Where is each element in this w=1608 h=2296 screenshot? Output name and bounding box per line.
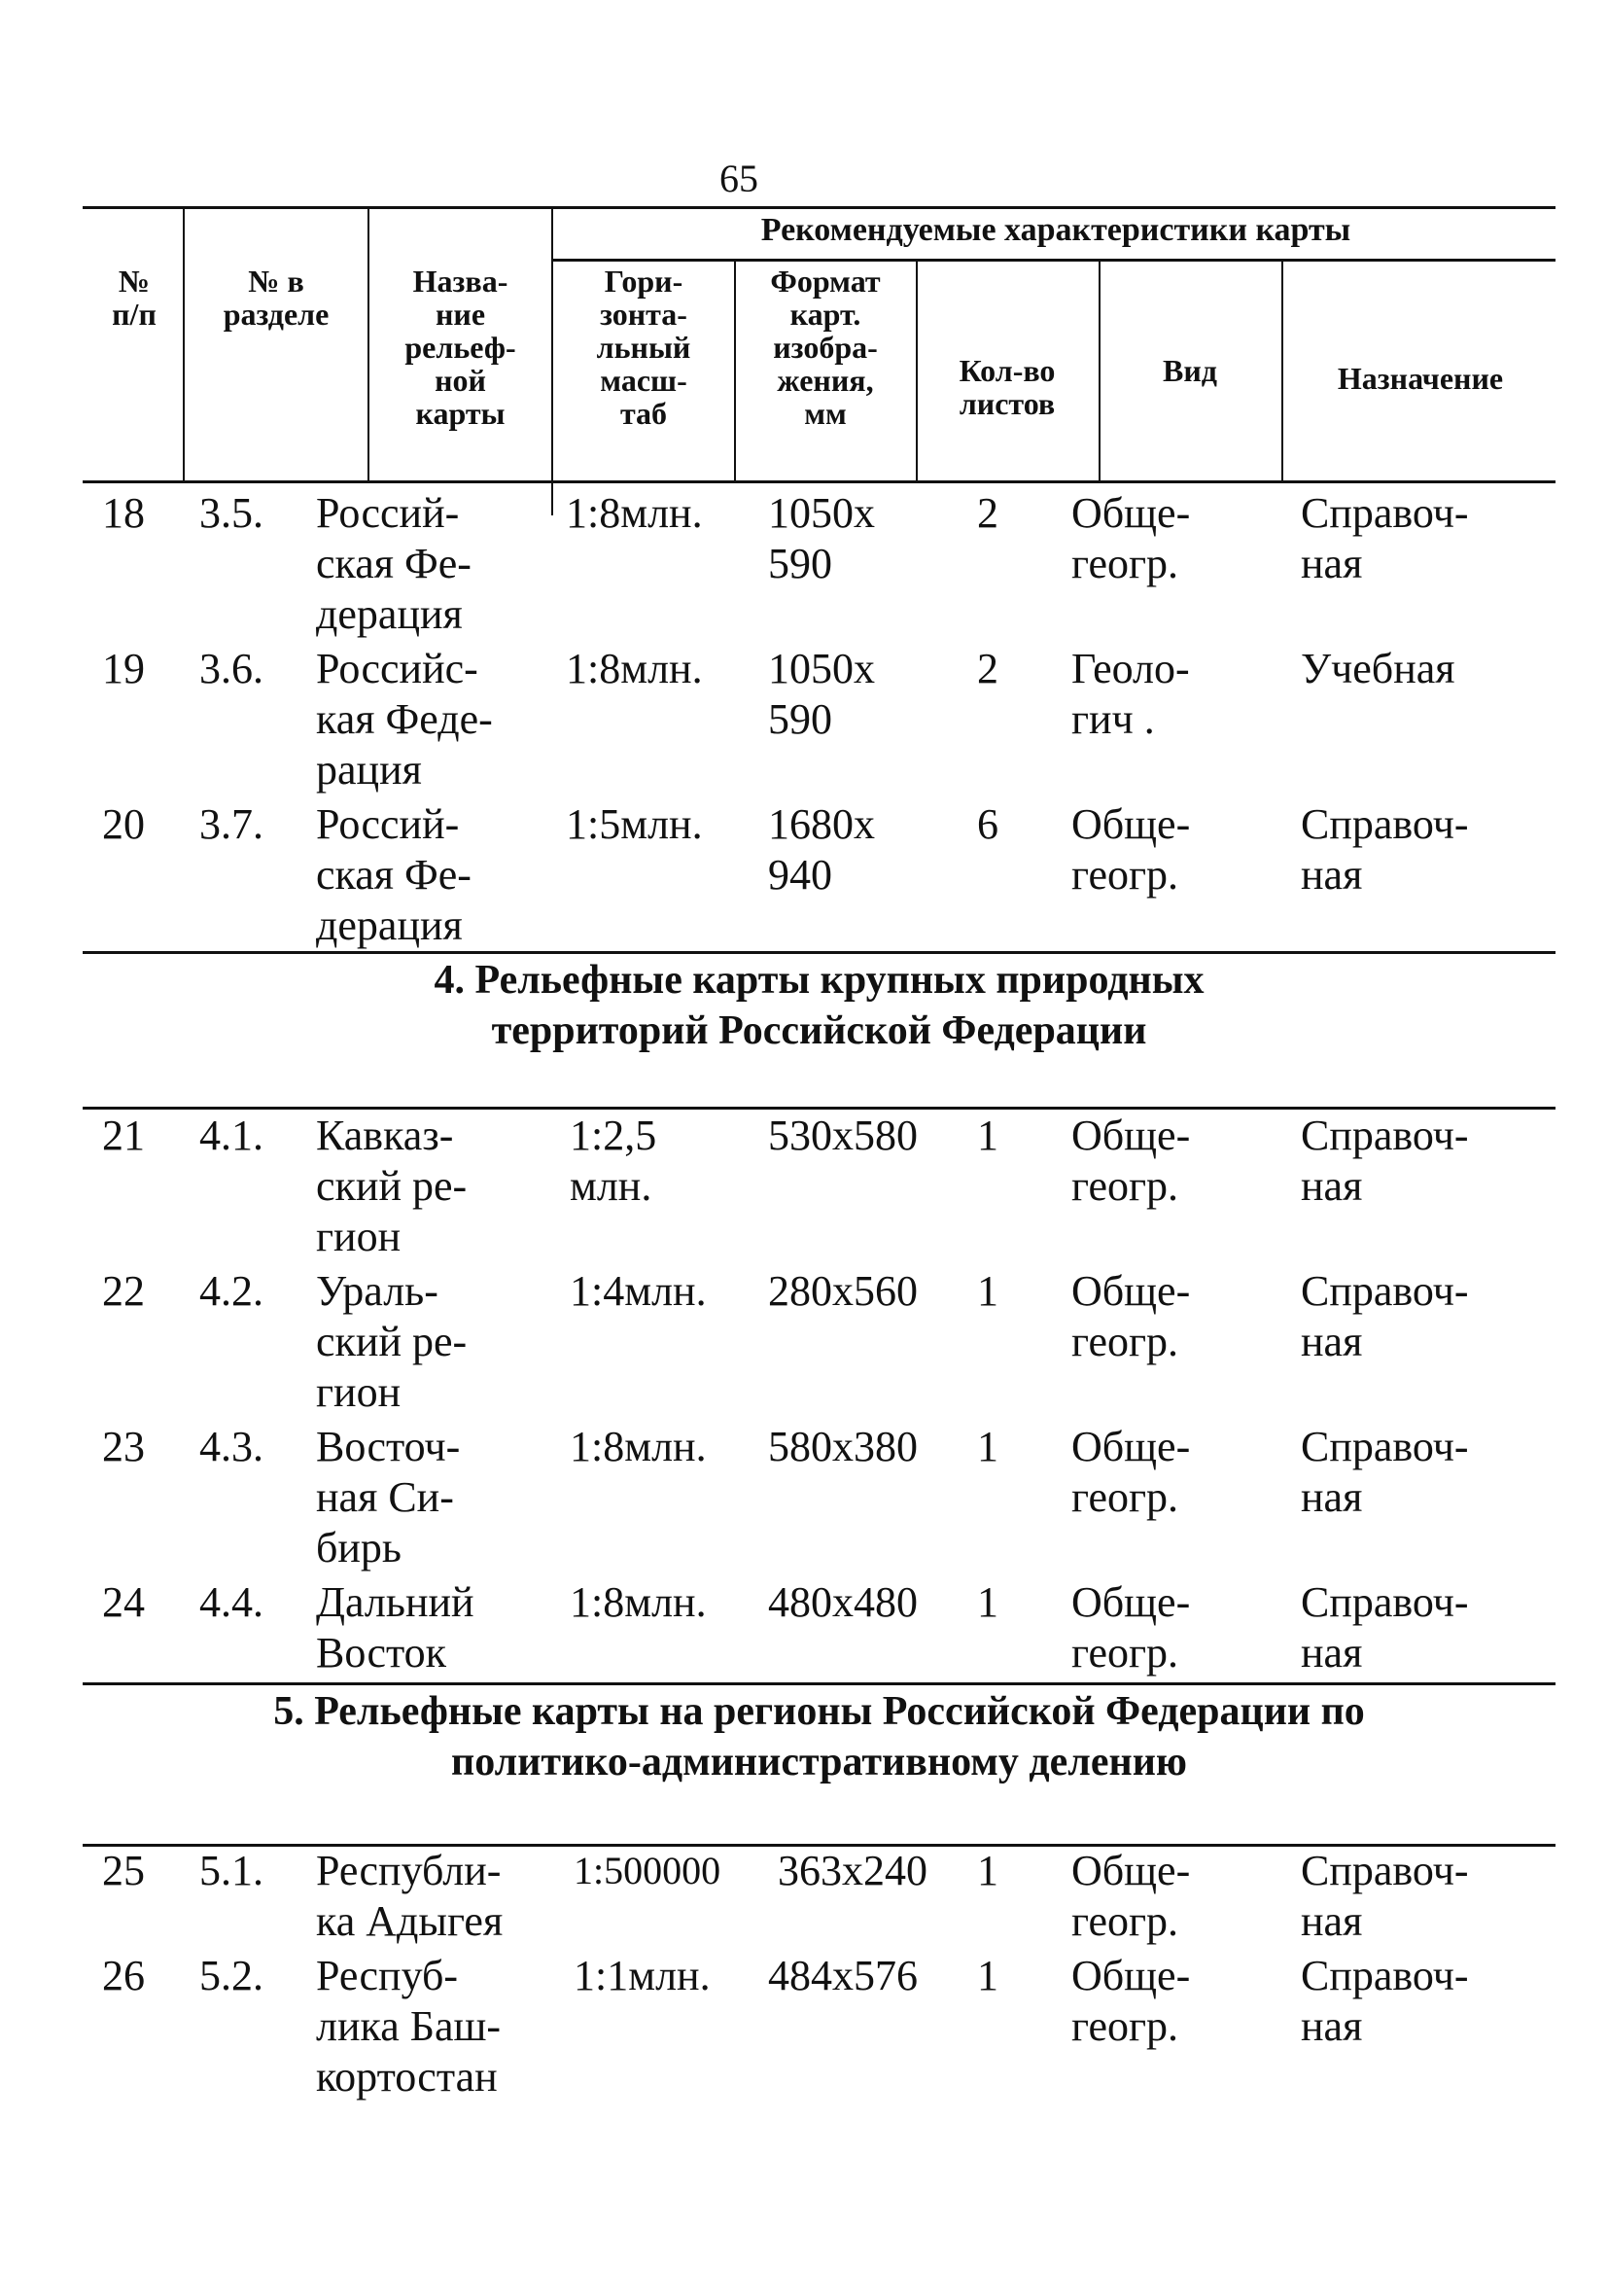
row-name: Россий- ская Фе- дерация <box>316 800 472 949</box>
row-num: 23 <box>102 1423 145 1470</box>
row-sheets: 1 <box>977 1952 998 1999</box>
row-format: 530х580 <box>768 1112 918 1159</box>
header-recommended: Рекомендуемые характеристики карты <box>760 212 1351 248</box>
row-kind: Обще- геогр. <box>1071 489 1191 587</box>
row-scale: 1:500000 <box>574 1849 721 1892</box>
row-num: 21 <box>102 1112 145 1159</box>
row-scale: 1:1млн. <box>574 1952 711 1999</box>
header-num: № п/п <box>112 264 157 332</box>
row-kind: Обще- геогр. <box>1071 1847 1191 1945</box>
row-scale: 1:8млн. <box>566 645 703 692</box>
row-section: 4.4. <box>199 1578 263 1626</box>
row-purpose: Справоч- ная <box>1301 1112 1469 1210</box>
row-scale: 1:4млн. <box>570 1267 707 1315</box>
row-purpose: Справоч- ная <box>1301 800 1469 899</box>
row-sheets: 2 <box>977 489 998 537</box>
row-kind: Обще- геогр. <box>1071 800 1191 899</box>
row-name: Российс- кая Феде- рация <box>316 645 493 794</box>
header-name: Назва- ние рельеф- ной карты <box>404 264 516 431</box>
row-sheets: 1 <box>977 1267 998 1315</box>
page-number: 65 <box>719 157 758 200</box>
header-sheets: Кол-во листов <box>959 353 1056 421</box>
row-kind: Геоло- гич . <box>1071 645 1190 743</box>
row-section: 5.2. <box>199 1952 263 1999</box>
row-name: Дальний Восток <box>316 1578 474 1677</box>
row-scale: 1:8млн. <box>570 1578 707 1626</box>
row-section: 3.7. <box>199 800 263 848</box>
row-purpose: Справоч- ная <box>1301 1952 1469 2050</box>
row-name: Россий- ская Фе- дерация <box>316 489 472 638</box>
row-scale: 1:2,5 млн. <box>570 1112 657 1210</box>
row-name: Восточ- ная Си- бирь <box>316 1423 461 1572</box>
row-name: Ураль- ский ре- гион <box>316 1267 468 1416</box>
row-format: 1050х 590 <box>768 489 875 587</box>
row-kind: Обще- геогр. <box>1071 1267 1191 1365</box>
row-sheets: 6 <box>977 800 998 848</box>
section-title: 4. Рельефные карты крупных природных территорий Российской Федерации <box>434 958 1205 1053</box>
row-format: 480х480 <box>768 1578 918 1626</box>
row-format: 1050х 590 <box>768 645 875 743</box>
row-section: 3.6. <box>199 645 263 692</box>
header-sub-rule <box>551 259 1556 262</box>
header-top-rule <box>83 206 1556 209</box>
col-divider <box>1281 261 1283 480</box>
row-section: 5.1. <box>199 1847 263 1894</box>
row-purpose: Справоч- ная <box>1301 1267 1469 1365</box>
row-num: 22 <box>102 1267 145 1315</box>
row-section: 4.3. <box>199 1423 263 1470</box>
row-num: 20 <box>102 800 145 848</box>
col-divider <box>1099 261 1101 480</box>
row-sheets: 1 <box>977 1423 998 1470</box>
section-title: 5. Рельефные карты на регионы Российской Федерации по политико-административному делению <box>273 1689 1365 1784</box>
row-purpose: Справоч- ная <box>1301 1423 1469 1521</box>
row-num: 26 <box>102 1952 145 1999</box>
row-purpose: Справоч- ная <box>1301 1847 1469 1945</box>
row-format: 1680х 940 <box>768 800 875 899</box>
header-purpose: Назначение <box>1337 361 1504 396</box>
row-sheets: 1 <box>977 1112 998 1159</box>
row-format: 280х560 <box>768 1267 918 1315</box>
row-kind: Обще- геогр. <box>1071 1578 1191 1677</box>
row-purpose: Учебная <box>1301 645 1455 692</box>
row-scale: 1:5млн. <box>566 800 703 848</box>
header-bottom-rule <box>83 480 1556 483</box>
header-format: Формат карт. изобра- жения, мм <box>770 264 881 431</box>
header-scale: Гори- зонта- льный масш- таб <box>596 264 691 431</box>
row-scale: 1:8млн. <box>570 1423 707 1470</box>
row-num: 19 <box>102 645 145 692</box>
row-section: 3.5. <box>199 489 263 537</box>
row-format: 363х240 <box>778 1847 927 1894</box>
header-section-num: № в разделе <box>223 264 330 332</box>
section-rule <box>83 1107 1556 1110</box>
section-rule <box>83 951 1556 954</box>
row-kind: Обще- геогр. <box>1071 1952 1191 2050</box>
col-divider <box>183 208 185 480</box>
section-rule <box>83 1682 1556 1685</box>
row-sheets: 2 <box>977 645 998 692</box>
row-kind: Обще- геогр. <box>1071 1112 1191 1210</box>
row-purpose: Справоч- ная <box>1301 1578 1469 1677</box>
col-divider <box>367 208 369 480</box>
row-format: 580х380 <box>768 1423 918 1470</box>
row-format: 484х576 <box>768 1952 918 1999</box>
col-divider <box>916 261 918 480</box>
col-divider <box>734 261 736 480</box>
row-name: Респуб- лика Баш- кортостан <box>316 1952 502 2101</box>
row-num: 25 <box>102 1847 145 1894</box>
row-sheets: 1 <box>977 1847 998 1894</box>
row-num: 18 <box>102 489 145 537</box>
row-sheets: 1 <box>977 1578 998 1626</box>
row-num: 24 <box>102 1578 145 1626</box>
row-section: 4.2. <box>199 1267 263 1315</box>
row-name: Республи- ка Адыгея <box>316 1847 504 1945</box>
row-purpose: Справоч- ная <box>1301 489 1469 587</box>
col-divider <box>551 208 553 515</box>
header-kind: Вид <box>1163 353 1217 388</box>
row-scale: 1:8млн. <box>566 489 703 537</box>
row-kind: Обще- геогр. <box>1071 1423 1191 1521</box>
row-section: 4.1. <box>199 1112 263 1159</box>
row-name: Кавказ- ский ре- гион <box>316 1112 468 1260</box>
